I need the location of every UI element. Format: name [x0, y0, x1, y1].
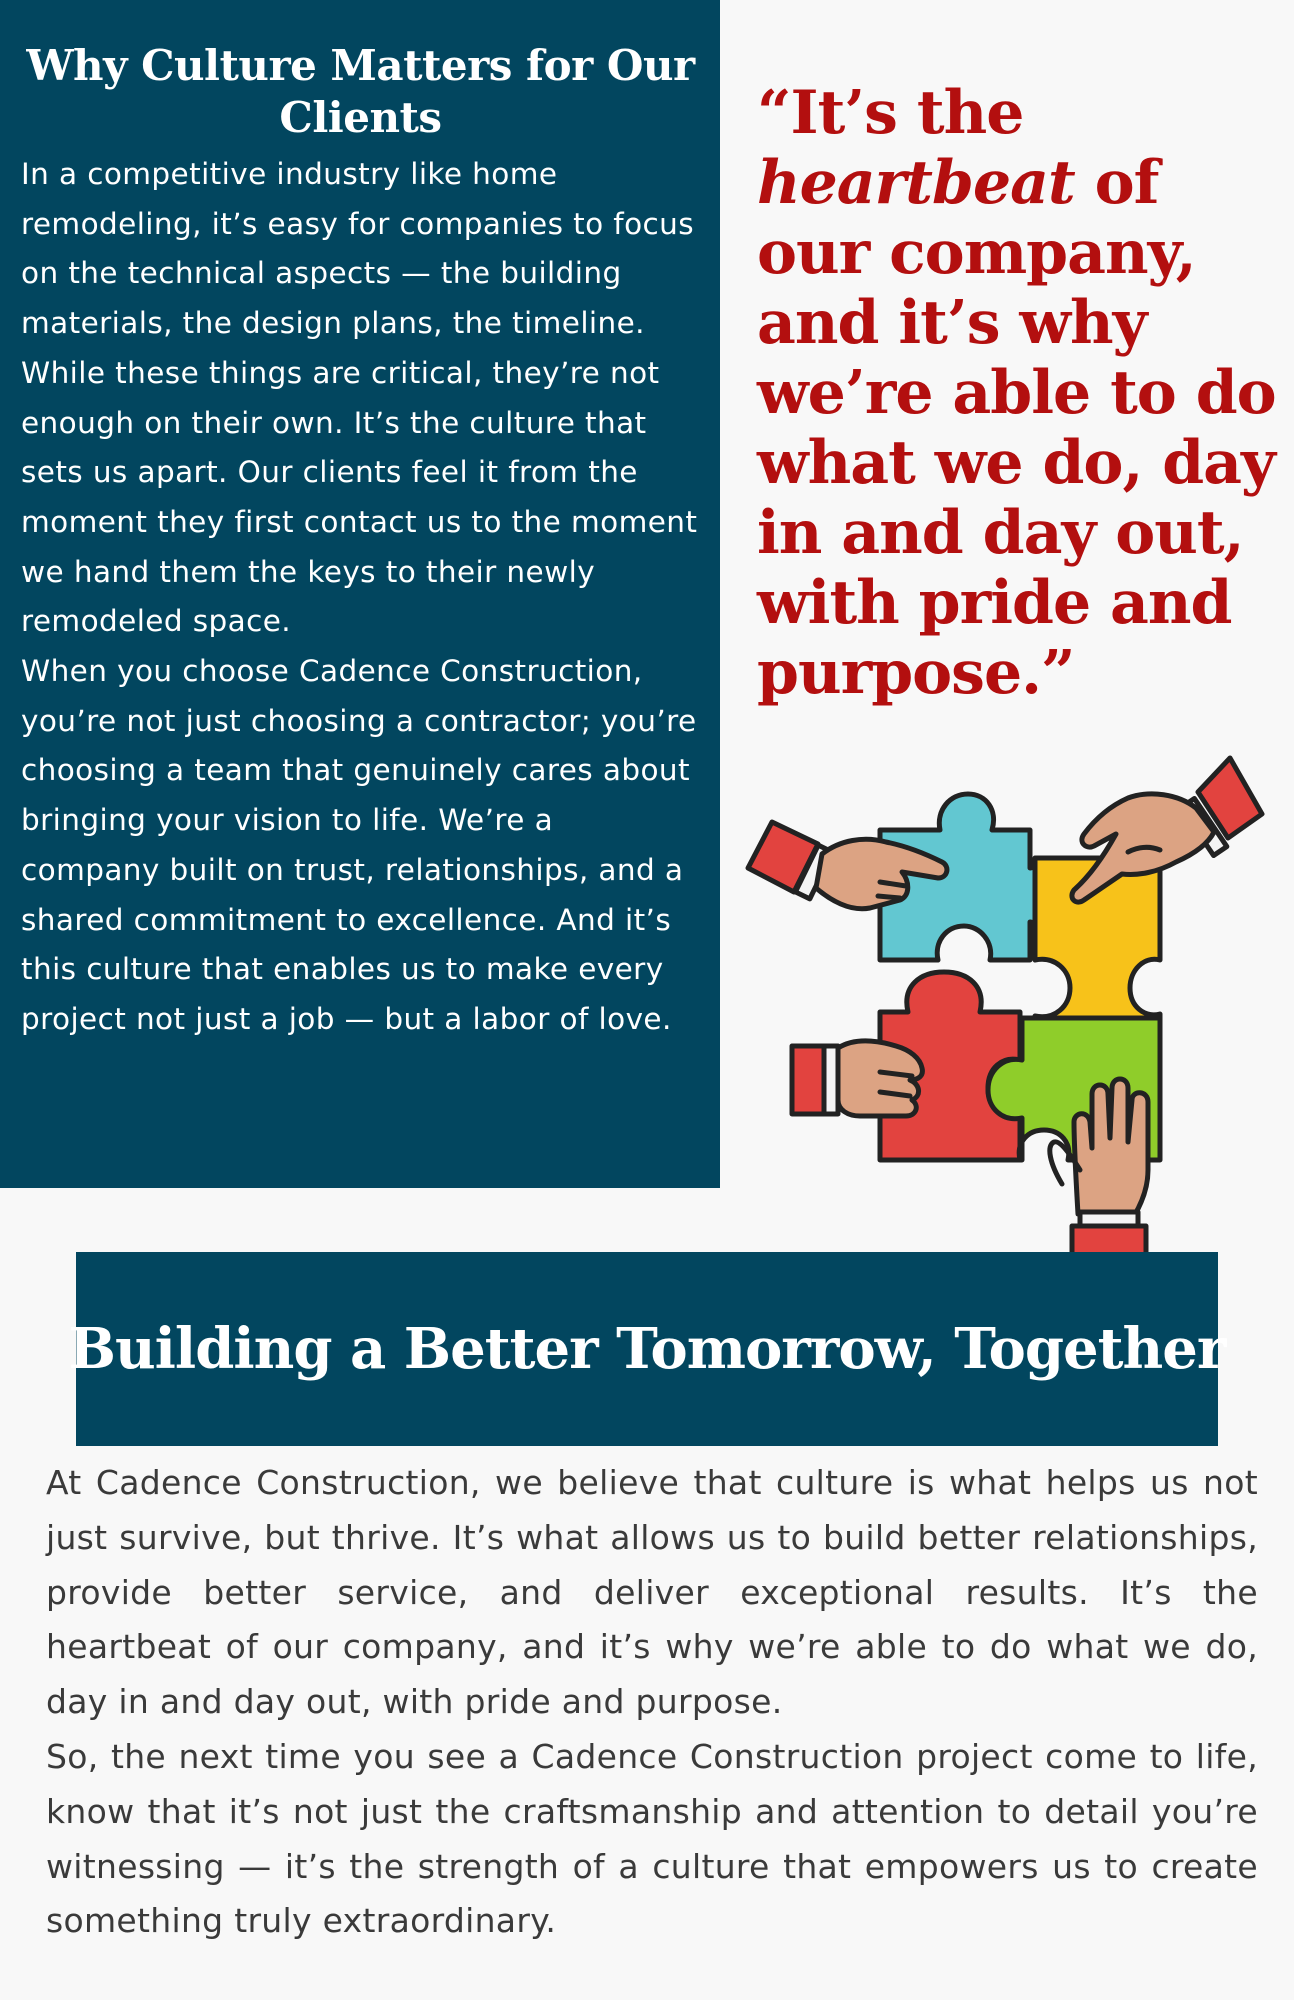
banner-title: Building a Better Tomorrow, Together [68, 1316, 1226, 1382]
quote-emphasis: heartbeat [757, 148, 1075, 218]
culture-panel [0, 0, 720, 1188]
body-paragraph: In a competitive industry like home remodeling, it’s easy for companies to focus on the technical aspects — the building materials, the design plans, the timeline. While these things are critical, they’re not enough on their own. It’s the culture that sets us apart. Our clients feel it from the moment they first contact us to the moment we hand them the keys to their newly remodeled space. [21, 157, 698, 639]
section-body [21, 150, 700, 1045]
banner [68, 1252, 1226, 1446]
teamwork-puzzle-hands-icon [730, 750, 1270, 1260]
quote-open: “It’s the [757, 78, 1024, 148]
pull-quote [757, 78, 1277, 708]
body-paragraph: When you choose Cadence Construction, you’re not just choosing a contractor; you’re choosing a team that genuinely cares about bringing your vision to life. We’re a company built on trust, relationships, and a shared commitment to excellence. And it’s this culture that enables us to make every project not just a job — but a labor of love. [21, 654, 697, 1036]
section-title: Why Culture Matters for Our Clients [26, 41, 695, 142]
quote-rest: of our company, and it’s why we’re able to do what we do, day in and day out, with pride and purpose.” [757, 148, 1276, 708]
body-paragraph: At Cadence Construction, we believe that culture is what helps us not just survive, but thrive. It’s what allows us to build better relationships, provide better service, and deliver exceptional results. It’s the heartbeat of our company, and it’s why we’re able to do what we do, day in and day out, with pride and purpose. [46, 1463, 1258, 1722]
body-paragraph: So, the next time you see a Cadence Construction project come to life, know that it’s not just the craftsmanship and attention to detail you’re witnessing — it’s the strength of a culture that empowers us to create something truly extraordinary. [46, 1736, 1258, 1941]
hand-top-right [1072, 758, 1262, 902]
closing-body [46, 1456, 1258, 1949]
hand-bottom-left [792, 1041, 922, 1116]
